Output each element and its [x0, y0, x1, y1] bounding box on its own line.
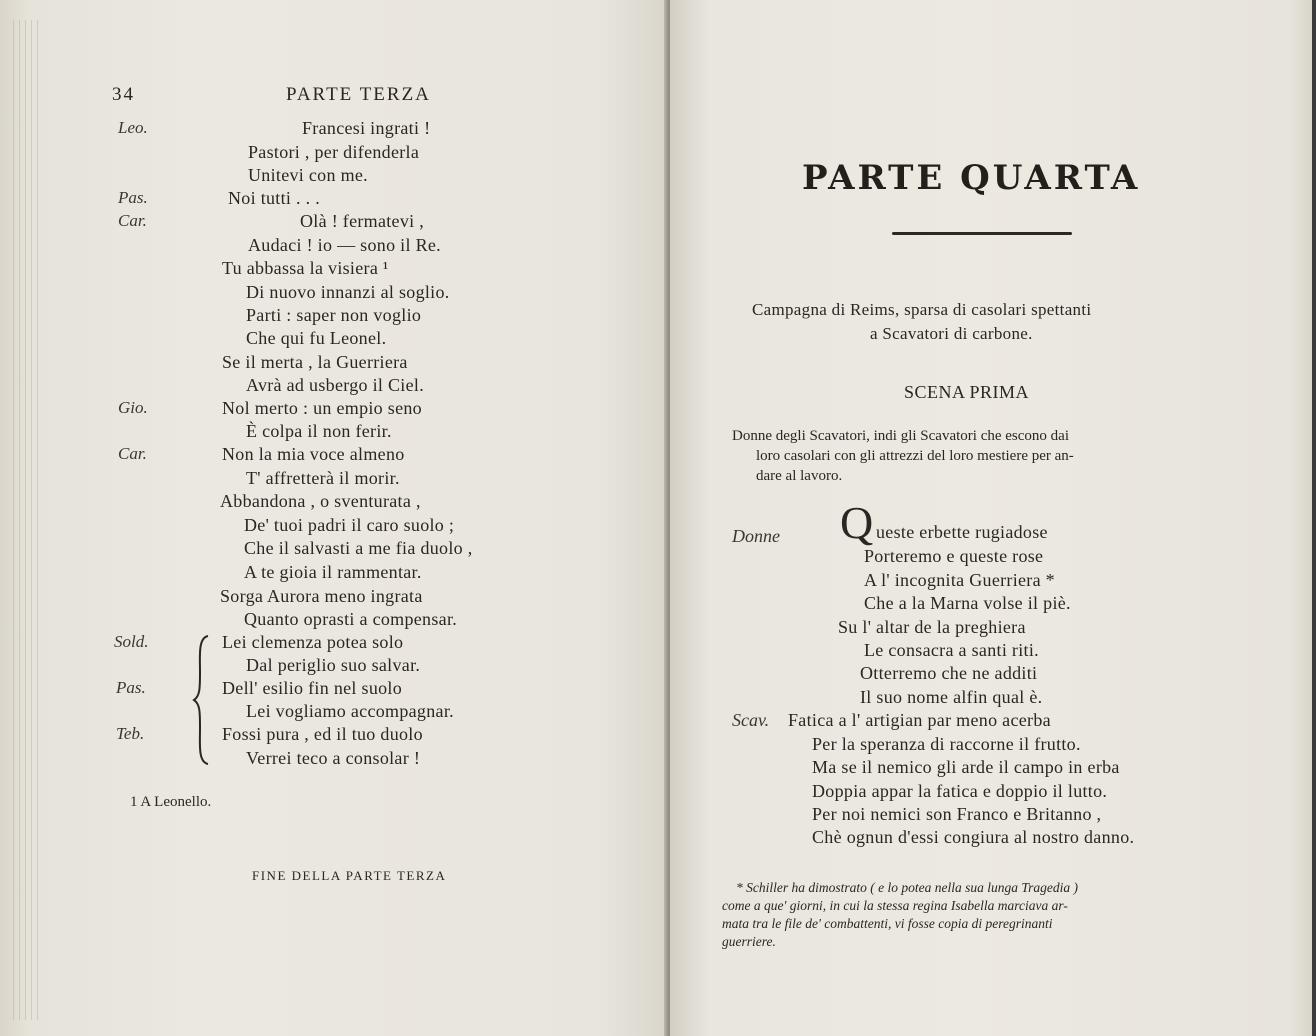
- verse-line: ueste erbette rugiadose: [876, 522, 1048, 542]
- verse-line: Lei clemenza potea solo: [222, 632, 404, 652]
- verse-line: Non la mia voce almeno: [222, 444, 405, 464]
- verse-line: Audaci ! io — sono il Re.: [248, 235, 441, 255]
- end-of-part: FINE DELLA PARTE TERZA: [252, 868, 447, 883]
- verse-line: Di nuovo innanzi al soglio.: [246, 282, 450, 302]
- footnote: 1 A Leonello.: [130, 794, 212, 810]
- verse-line: Francesi ingrati !: [302, 118, 431, 138]
- verse-line: Fossi pura , ed il tuo duolo: [222, 724, 423, 744]
- verse-line: Per noi nemici son Franco e Britanno ,: [812, 804, 1102, 824]
- verse-line: Per la speranza di raccorne il frutto.: [812, 734, 1081, 754]
- verse-line: A te gioia il rammentar.: [244, 562, 422, 582]
- verse-line: Tu abbassa la visiera ¹: [222, 258, 389, 278]
- stage-direction-line: Donne degli Scavatori, indi gli Scavatori che escono dai: [732, 428, 1069, 444]
- scene-heading: SCENA PRIMA: [904, 382, 1030, 402]
- setting-line: a Scavatori di carbone.: [870, 324, 1033, 343]
- speaker-label: Sold.: [114, 632, 149, 651]
- verse-line: Chè ognun d'essi congiura al nostro danno.: [812, 827, 1135, 847]
- speaker-label: Leo.: [118, 118, 148, 137]
- verse-line: Parti : saper non voglio: [246, 305, 422, 325]
- drop-cap: Q: [840, 497, 874, 548]
- verse-line: Le consacra a santi riti.: [864, 640, 1039, 660]
- verse-line: È colpa il non ferir.: [246, 421, 392, 441]
- verse-line: Lei vogliamo accompagnar.: [246, 701, 454, 721]
- brace-icon: [190, 632, 216, 768]
- page-edge-texture: [8, 20, 38, 1020]
- title-rule: [892, 232, 1072, 235]
- stage-direction-line: dare al lavoro.: [756, 468, 843, 484]
- verse-line: Doppia appar la fatica e doppio il lutto.: [812, 781, 1108, 801]
- speaker-label: Teb.: [116, 724, 145, 743]
- verse-line: Dell' esilio fin nel suolo: [222, 678, 403, 698]
- footnote-line: guerriere.: [722, 934, 776, 949]
- verse-line: Avrà ad usbergo il Ciel.: [246, 375, 424, 395]
- verse-line: Verrei teco a consolar !: [246, 748, 421, 768]
- verse-line: Noi tutti . . .: [228, 188, 321, 208]
- speaker-label: Scav.: [732, 710, 770, 730]
- page-number: 34: [112, 84, 135, 105]
- verse-line: Pastori , per difenderla: [248, 142, 420, 162]
- speaker-label: Pas.: [116, 678, 146, 697]
- verse-line: Olà ! fermatevi ,: [300, 211, 425, 231]
- footnote-line: * Schiller ha dimostrato ( e lo potea nella sua lunga Tragedia ): [736, 880, 1078, 895]
- verse-line: Dal periglio suo salvar.: [246, 655, 421, 675]
- verse-line: Che qui fu Leonel.: [246, 328, 387, 348]
- verse-line: Fatica a l' artigian par meno acerba: [788, 710, 1051, 730]
- verse-line: Ma se il nemico gli arde il campo in erba: [812, 757, 1120, 777]
- verse-line: Che a la Marna volse il piè.: [864, 593, 1071, 613]
- verse-line: Se il merta , la Guerriera: [222, 352, 408, 372]
- verse-line: Nol merto : un empio seno: [222, 398, 422, 418]
- verse-line: Abbandona , o sventurata ,: [220, 491, 421, 511]
- verse-line: Che il salvasti a me fia duolo ,: [244, 538, 473, 558]
- part-title: PARTE QUARTA: [802, 158, 1141, 198]
- verse-line: Unitevi con me.: [248, 165, 368, 185]
- speaker-label: Gio.: [118, 398, 148, 417]
- verse-line: Su l' altar de la preghiera: [838, 617, 1026, 637]
- speaker-label: Pas.: [118, 188, 148, 207]
- right-page: [670, 0, 1312, 1036]
- verse-line: Porteremo e queste rose: [864, 546, 1044, 566]
- stage-direction-line: loro casolari con gli attrezzi del loro mestiere per an-: [756, 448, 1074, 464]
- verse-line: Otterremo che ne additi: [860, 663, 1038, 683]
- speaker-label: Donne: [732, 526, 780, 546]
- footnote-line: mata tra le file de' combattenti, vi fosse copia di peregrinanti: [722, 916, 1053, 931]
- footnote-line: come a que' giorni, in cui la stessa regina Isabella marciava ar-: [722, 898, 1068, 913]
- running-header: PARTE TERZA: [286, 84, 431, 105]
- verse-line: Il suo nome alfin qual è.: [860, 687, 1043, 707]
- speaker-label: Car.: [118, 211, 147, 230]
- speaker-label: Car.: [118, 444, 147, 463]
- verse-line: T' affretterà il morir.: [246, 468, 400, 488]
- verse-line: Quanto oprasti a compensar.: [244, 609, 458, 629]
- verse-line: A l' incognita Guerriera *: [864, 570, 1055, 590]
- verse-line: Sorga Aurora meno ingrata: [220, 586, 423, 606]
- setting-line: Campagna di Reims, sparsa di casolari spettanti: [752, 300, 1092, 319]
- verse-line: De' tuoi padri il caro suolo ;: [244, 515, 455, 535]
